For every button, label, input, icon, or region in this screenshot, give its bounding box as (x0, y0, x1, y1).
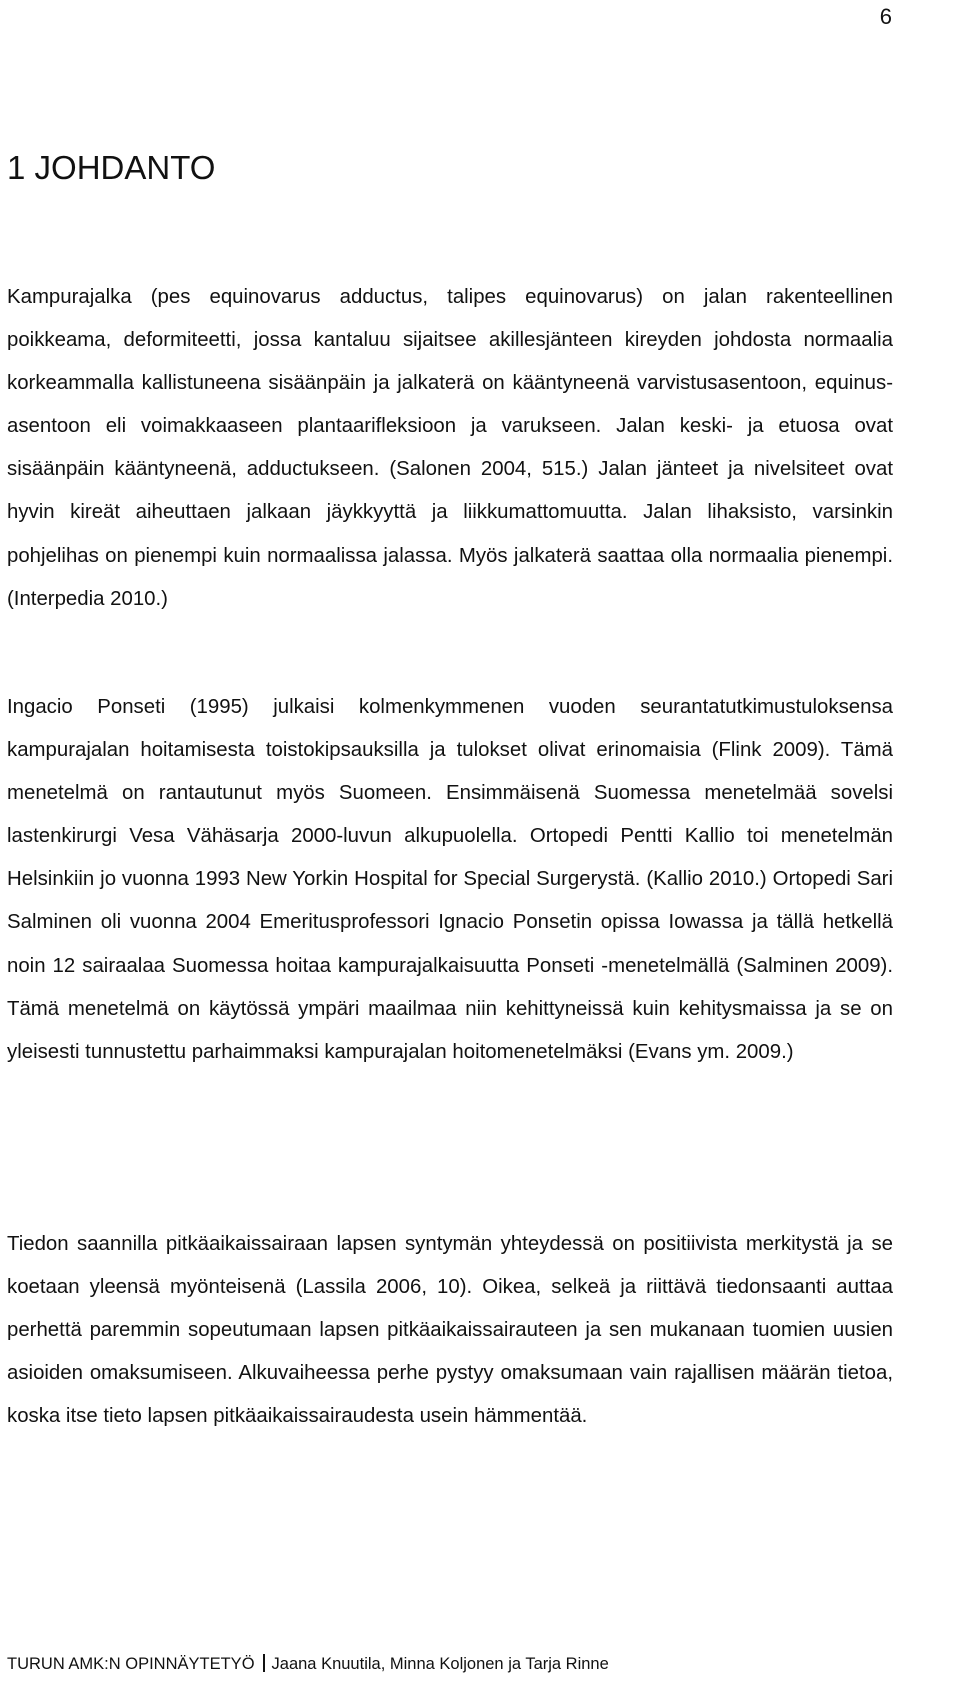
paragraph-family-information: Tiedon saannilla pitkäaikaissairaan lapsen syntymän yhteydessä on positiivista merkitystä ja se koetaan yleensä myönteisenä (Lassila 2006, 10). Oikea, selkeä ja riittävä tiedonsaanti auttaa perhettä paremmin sopeutumaan lapsen pitkäaikaissairauteen ja sen mukanaan tuomien uusien asioiden omaksumiseen. Alkuvaiheessa perhe pystyy omaksumaan vain rajallisen määrän tietoa, koska itse tieto lapsen pitkäaikaissairaudesta usein hämmentää. (7, 1233, 893, 1428)
footer-authors: Jaana Knuutila, Minna Koljonen ja Tarja Rinne (271, 1655, 609, 1673)
paragraph-clubfoot-definition: Kampurajalka (pes equinovarus adductus, talipes equinovarus) on jalan rakenteellinen poikkeama, deformiteetti, jossa kantaluu sijaitsee akillesjänteen kireyden johdosta normaalia korkeammalla kallistuneena sisäänpäin ja jalkaterä on kääntyneenä varvistusasentoon, equinus-asentoon eli voimakkaaseen plantaarifleksioon ja varukseen. Jalan keski- ja etuosa ovat sisäänpäin kääntyneenä, adductukseen. (Salonen 2004, 515.) Jalan jänteet ja nivelsiteet ovat hyvin kireät aiheuttaen jalkaan jäykkyyttä ja liikkumattomuutta. Jalan lihaksisto, varsinkin pohjelihas on pienempi kuin normaalissa jalassa. Myös jalkaterä saattaa olla normaalia pienempi. (Interpedia 2010.) (7, 286, 893, 610)
page-footer (7, 1653, 609, 1675)
chapter-title: 1 JOHDANTO (7, 149, 216, 186)
page-number: 6 (879, 4, 892, 29)
footer-institution: TURUN AMK:N OPINNÄYTETYÖ (7, 1655, 255, 1673)
footer-separator (263, 1654, 265, 1672)
paragraph-ponseti-method: Ingacio Ponseti (1995) julkaisi kolmenkymmenen vuoden seurantatutkimustuloksensa kampurajalan hoitamisesta toistokipsauksilla ja tulokset olivat erinomaisia (Flink 2009). Tämä menetelmä on rantautunut myös Suomeen. Ensimmäisenä Suomessa menetelmää sovelsi lastenkirurgi Vesa Vähäsarja 2000-luvun alkupuolella. Ortopedi Pentti Kallio toi menetelmän Helsinkiin jo vuonna 1993 New Yorkin Hospital for Special Surgerystä. (Kallio 2010.) Ortopedi Sari Salminen oli vuonna 2004 Emeritusprofessori Ignacio Ponsetin opissa Iowassa ja tällä hetkellä noin 12 sairaalaa Suomessa hoitaa kampurajalkaisuutta Ponseti -menetelmällä (Salminen 2009). Tämä menetelmä on käytössä ympäri maailmaa niin kehittyneissä kuin kehitysmaissa ja se on yleisesti tunnustettu parhaimmaksi kampurajalan hoitomenetelmäksi (Evans ym. 2009.) (7, 696, 893, 1063)
